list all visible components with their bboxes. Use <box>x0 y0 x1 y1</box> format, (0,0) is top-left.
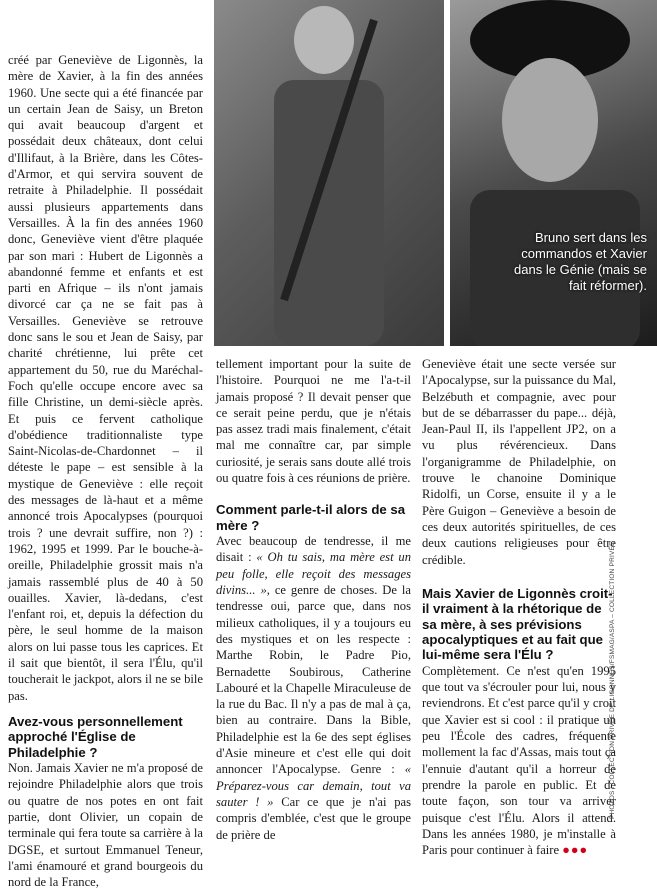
paragraph: créé par Geneviève de Ligonnès, la mère de Xavier, à la fin des années 1960. Une secte qui a été financée par un certain Jean de Saisy, un Breton qui avait beaucoup d'argent et possédait deux châteaux, dont celui d'Illifaut, à la Brière, dans les Côtes-d'Armor, et qui servira souvent de retraite à Philadelphie. Il possédait aussi plusieurs appartements dans Versailles. À la fin des années 1960 donc, Geneviève vient d'être plaquée par son mari : Hubert de Ligonnès a abandonné femme et enfants et est parti en Afrique – ils n'ont jamais divorcé car ça ne se fait pas à Versailles. Geneviève se retrouve donc sans le sou et Jean de Saisy, par charité chrétienne, lui prête cet appartement du 50, rue du Maréchal-Foch qu'elle occupe encore avec sa fille Christine, un demi-siècle après. Et puis ce fervent catholique d'obédience traditionnaliste type Saint-Nicolas-de-Chardonnet – il déteste le pape – est sensible à la mystique de Geneviève : elle reçoit des messages de là-haut et a même annoncé trois Apocalypses (pourquoi trois ? une devrait suffire, non ?) : 1962, 1995 et 1999. Par le bouche-à-oreille, Philadelphie grossit mais n'a jamais rassemblé plus de 40 à 50 ouailles. Xavier, là-dedans, c'est l'enfant roi, et, depuis la défection du père, le seul homme de la maison alors on lui passe tous les caprices. Et il sait que bientôt, il sera l'Élu, qu'il toucherait le jackpot, alors il ne se bile pas. <box>8 53 203 703</box>
photo-caption: Bruno sert dans les commandos et Xavier dans le Génie (mais se fait réformer). <box>514 230 647 293</box>
interview-question: Comment parle-t-il alors de sa mère ? <box>216 502 406 533</box>
article-column-2 <box>216 356 411 843</box>
interview-answer <box>216 533 411 843</box>
photo-bruno-commando <box>214 0 444 346</box>
article-column-1 <box>8 52 203 890</box>
answer-text: Car ce que je n'ai pas compris d'emblée, c'est que le groupe de prière de <box>216 794 411 842</box>
paragraph: tellement important pour la suite de l'histoire. Pourquoi ne me l'a-t-il jamais proposé ? Il devait penser que ce serait peine perdu, que je n'étais pas assez tradi mais finalement, c'était mal me connaître car, par simple curiosité, je serais sans doute allé trois ou quatre fois à ces réunions de prière. <box>216 357 411 486</box>
quote-text: « Oh tu sais, ma mère est un peu folle, elle reçoit des messages divins... » <box>216 550 411 598</box>
article-column-3 <box>422 356 616 858</box>
photo-credit: PHOTOS : COLLECTION PRIVÉE DE LIGONNÈS/FSMAG/ASPA – COLLECTION PRIVÉE <box>609 541 616 819</box>
interview-question: Avez-vous personnellement approché l'Église de Philadelphie ? <box>8 713 183 760</box>
interview-answer <box>422 663 616 859</box>
interview-question: Mais Xavier de Ligonnès croit-il vraiment à la rhétorique de sa mère, à ses prévisions apocalyptiques et au fait que lui-même sera l'Élu ? <box>422 585 613 663</box>
photo-soldier-rifle-illustration <box>214 0 444 346</box>
paragraph: Geneviève était une secte versée sur l'Apocalypse, sur la puissance du Mal, Belzébuth et compagnie, avec pour but de se débarrasser du pape... déjà, Jean-Paul II, ils l'appellent JP2, on a vu plus révérencieux. Dans l'organigramme de Philadelphie, on trouve le chanoine Dominique Ridolfi, un Corse, ensuite il y a le Père Guigon – Geneviève a besoin de ces deux autorités spirituelles, de ces deux cautions religieuses pour être crédible. <box>422 357 616 567</box>
interview-answer: Non. Jamais Xavier ne m'a proposé de rejoindre Philadelphie alors que trois ou quatre de nos potes en ont fait partie, dont Olivier, un copain de terminale qui fera toute sa carrière à la DGSE, et surtout Emmanuel Teneur, l'ami énamouré et grand bourgeois du nord de la France, <box>8 761 203 890</box>
quote-text: « Préparez-vous car demain, tout va sauter ! » <box>216 762 411 809</box>
photo-soldier-beret-illustration <box>450 0 657 346</box>
photo-xavier-genie <box>450 0 657 346</box>
answer-text: Avec beaucoup de tendresse, il me disait : <box>216 534 411 565</box>
continue-marker: ●●● <box>562 843 589 858</box>
answer-text: , ce genre de choses. De la tendresse oui, parce que, dans nos milieux catholiques, il y a toujours eu des mystiques et on les respecte : Marthe Robin, le Padre Pio, Bernadette Soubirous, Catherine Labouré et la Chapelle Miraculeuse de la rue du Bac. Il n'y a pas de mal à ça, bien au contraire. Dans la Bible, Philadelphie est la 6e des sept églises d'Asie mineure et c'est elle qui doit annoncer l'Apocalypse. Genre : <box>216 583 411 777</box>
answer-text: Complètement. Ce n'est qu'en 1995 que tout va s'écrouler pour lui, nous y reviendrons. Et c'est parce qu'il y croit que Xavier est si cool : il pratique un peu l'École des cadres, fréquente mollement la fac d'Assas, mais tout ça l'ennuie d'autant qu'il a horreur de prendre la parole en public. Et de toute façon, son tour va arriver puisque c'est l'Élu. Alors il attend. Dans les années 1980, je m'installe à Paris pour continuer à faire <box>422 663 616 858</box>
